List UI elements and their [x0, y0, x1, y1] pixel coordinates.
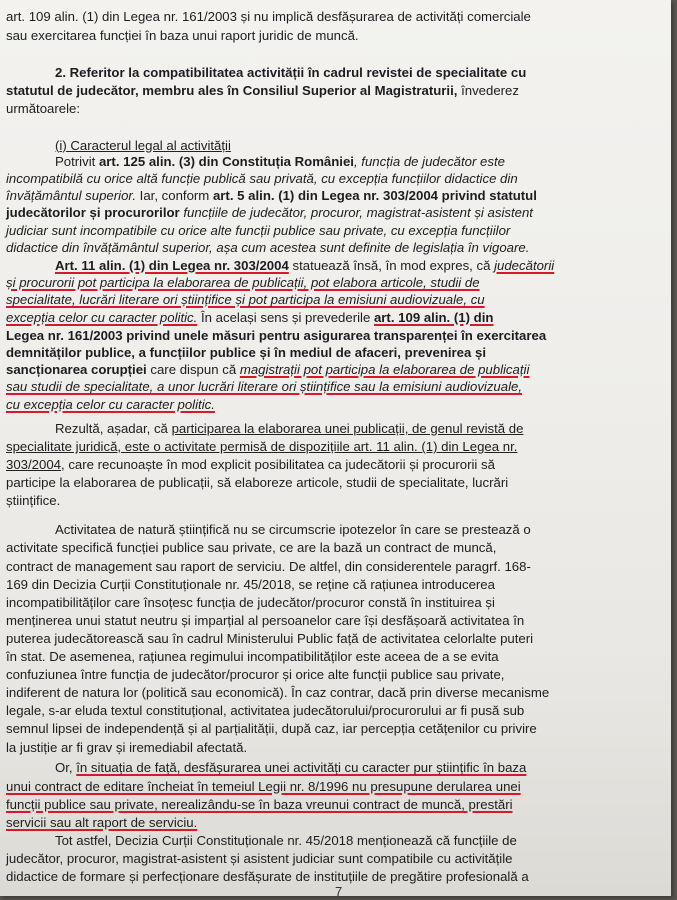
text-fragment: învățământul superior. — [6, 188, 136, 204]
underlined-text: 303/2004 — [6, 457, 62, 473]
highlighted-text: excepția celor cu caracter politic. — [6, 309, 198, 325]
text-line: legale, s-ar eluda textul constituțional, activitatea judecătorului/procurorului ar fi pusă sub — [6, 703, 525, 719]
underlined-text-line: specialitate juridică, este o activitate permisă de dispozițiile art. 11 alin. (1) din Legea nr. — [6, 439, 518, 454]
text-line — [55, 153, 505, 171]
text-fragment: În același sens și prevederile — [197, 309, 374, 325]
text-fragment: Rezultă, așadar, că — [55, 420, 172, 436]
highlighted-text: magistrații pot participa la elaborarea de publicații — [239, 362, 530, 378]
text-line — [55, 257, 554, 275]
text-line: Activitatea de natură științifică nu se circumscrie ipotezelor în care se prestează o — [55, 522, 531, 538]
highlighted-text-line: cu excepția celor cu caracter politic. — [6, 396, 215, 412]
legal-reference: art. 109 alin. (1) din — [373, 309, 494, 325]
text-fragment: statuează însă, în mod expres, că — [288, 257, 495, 273]
text-line: 169 din Decizia Curții Constituționale nr. 45/2018, se reține că rațiunea introducerea — [6, 576, 495, 592]
text-line — [55, 420, 523, 438]
text-line: didactice din învățământul superior, așa cum acestea sunt definite de legislația în vigoare. — [6, 239, 530, 255]
text-line: demnităților publice, a funcțiilor publice și în mediul de afaceri, prevenirea și — [6, 344, 487, 360]
text-line: confuziunea între funcția de judecător/procuror și orice alte funcții publice sau private, — [6, 667, 505, 683]
page-number: 7 — [335, 884, 343, 896]
text-line: următoarele: — [6, 101, 81, 117]
text-line: Legea nr. 161/2003 privind unele măsuri pentru asigurarea transparenței în exercitarea — [6, 327, 547, 343]
text-fragment: , funcția de judecător este — [353, 153, 505, 169]
text-line — [6, 187, 537, 205]
text-line — [6, 361, 529, 379]
highlighted-text-line: sau studii de specialitate, a unor lucrări literare ori științifice sau la emisiuni audiovizuale, — [6, 379, 523, 395]
text-fragment: funcțiile de judecător, procuror, magistrat-asistent și asistent — [179, 205, 533, 221]
highlighted-text: judecătorii — [494, 257, 555, 273]
legal-reference: art. 5 alin. (1) din Legea nr. 303/2004 privind statutul — [212, 188, 537, 204]
text-line: judiciar sunt incompatibile cu orice alte funcții publice sau private, cu excepția funcțiilor — [6, 222, 511, 238]
text-line: judecător, procuror, magistrat-asistent și asistent judiciar sunt compatibile cu activitățile — [6, 850, 513, 866]
text-fragment: Or, — [55, 760, 77, 776]
text-line: activitate specifică funcției publice sau private, ce are la bază un contract de muncă, — [6, 540, 497, 556]
subsection-heading: (i) Caracterul legal al activității — [55, 137, 231, 153]
text-line: art. 109 alin. (1) din Legea nr. 161/2003 și nu implică desfășurarea de activități comerciale — [6, 9, 531, 24]
highlighted-text-line: servicii sau alt raport de serviciu. — [6, 814, 198, 830]
text-line: puterea judecătorească sau în cadrul Ministerului Public față de activitatea celorlalte puteri — [6, 630, 534, 646]
text-line: Tot astfel, Decizia Curții Constituționale nr. 45/2018 menționează că funcțiile de — [55, 832, 517, 848]
legal-reference: sancționarea corupției — [6, 362, 147, 378]
text-line — [6, 309, 493, 327]
highlighted-text: în situația de față, desfășurarea unei activități cu caracter pur științific în baza — [76, 760, 527, 776]
text-fragment: învederez — [457, 83, 519, 99]
text-line — [6, 82, 519, 100]
text-line: participe la elaborarea de publicații, să elaboreze articole, studii de specialitate, lucrări — [6, 475, 509, 491]
section-heading-cont: statutul de judecător, membru ales în Consiliul Superior al Magistraturii, — [6, 83, 458, 99]
text-line: didactice de formare și perfecționare desfășurate de instituțiile de pregătire profesională a — [6, 869, 529, 884]
text-line: contract de management sau raport de serviciu. De altfel, din considerentele paragrf. 168- — [6, 558, 531, 574]
text-line — [55, 759, 526, 777]
text-line: științifice. — [6, 493, 61, 509]
legal-reference: art. 125 alin. (3) din Constituția României — [98, 153, 354, 169]
underlined-text: participarea la elaborarea unei publicații, de genul revistă de — [171, 420, 524, 436]
text-line — [6, 456, 495, 474]
text-line: semnul lipsei de independență și al parțialității, după caz, iar percepția cetățenilor cu privire — [6, 721, 537, 737]
text-fragment: Potrivit — [55, 153, 99, 169]
highlighted-text-line: unui contract de editare încheiat în temeiul Legii nr. 8/1996 nu presupune derularea unei — [6, 778, 521, 794]
legal-reference: Art. 11 alin. (1) din Legea nr. 303/2004 — [55, 257, 289, 273]
text-fragment: Iar, conform — [136, 188, 213, 204]
text-line — [6, 204, 533, 222]
text-fragment: , care recunoaște în mod explicit posibilitatea ca judecătorii și procurorii să — [61, 457, 495, 473]
text-line: la justiție ar fi grav și iremediabil afectată. — [6, 739, 248, 755]
text-line: incompatibilităților care însoțesc funcția de judecător/procuror constă în instituirea și — [6, 594, 495, 610]
text-fragment: care dispun că — [146, 362, 240, 378]
text-line: sau exercitarea funcției în baza unui raport juridic de muncă. — [6, 28, 359, 43]
text-line: menținerea unui statut neutru și imparțial al persoanelor care își desfășoară activitatea în — [6, 612, 525, 628]
legal-reference: judecătorilor și procurorilor — [6, 205, 180, 221]
highlighted-text-line: specialitate, lucrări literare ori științifice și pot participa la emisiuni audiovizuale, cu — [6, 292, 485, 308]
text-line: indiferent de natura lor (politică sau economică). În caz contrar, dacă prin diverse mecanisme — [6, 685, 550, 701]
section-heading: 2. Referitor la compatibilitatea activității în cadrul revistei de specialitate cu — [55, 65, 527, 81]
highlighted-text-line: și procurorii pot participa la elaborarea de publicații, pot elabora articole, studii de — [6, 275, 480, 291]
text-line: în stat. De asemenea, rațiunea regimului incompatibilităților este aceea de a se evita — [6, 649, 499, 664]
highlighted-text-line: funcții publice sau private, nerealizându-se în baza vreunui contract de muncă, prestări — [6, 796, 513, 812]
text-line: incompatibilă cu orice altă funcție publică sau privată, cu excepția funcțiilor didactice din — [6, 171, 518, 186]
